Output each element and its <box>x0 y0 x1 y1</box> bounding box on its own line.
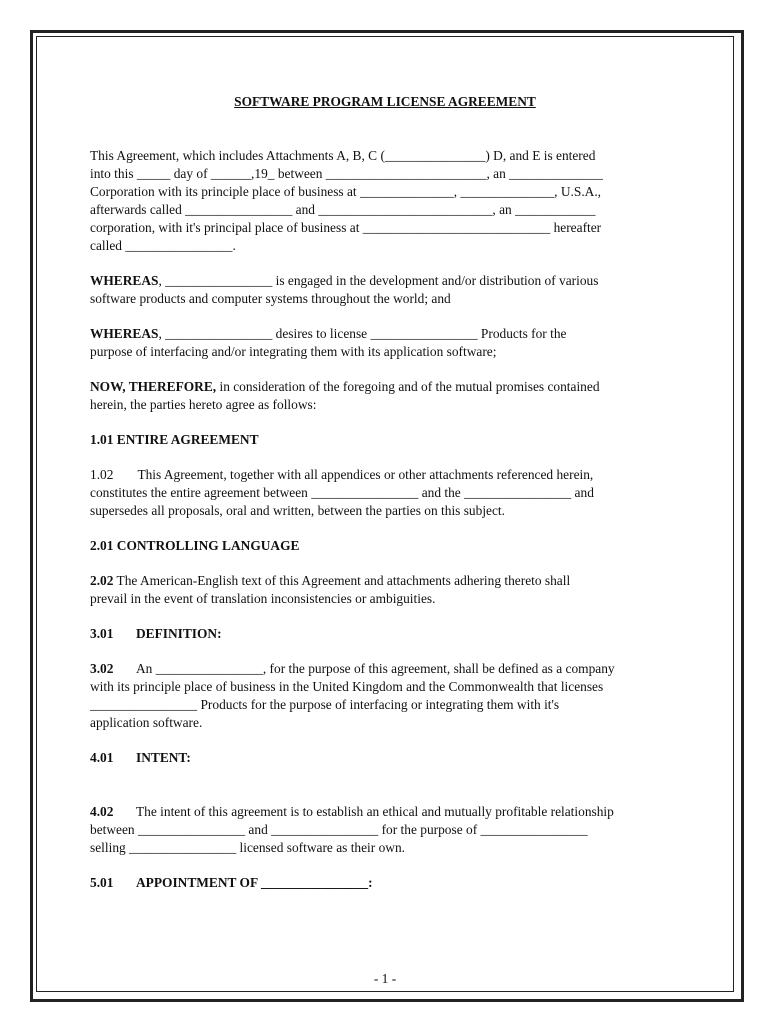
whereas-paragraph-1 <box>90 272 680 308</box>
section-text: constitutes the entire agreement between ________________ and the ________________ and <box>90 485 594 500</box>
whereas-text: software products and computer systems throughout the world; and <box>90 291 451 306</box>
intro-line: corporation, with it's principal place of business at ____________________________ hereafter <box>90 220 602 235</box>
section-number: 4.01 <box>90 750 114 765</box>
section-text: The intent of this agreement is to establish an ethical and mutually profitable relationship <box>136 804 614 819</box>
section-text: between ________________ and ________________ for the purpose of ________________ <box>90 822 588 837</box>
section-label: DEFINITION: <box>136 626 222 641</box>
section-text: This Agreement, together with all appendices or other attachments referenced herein, <box>137 467 594 482</box>
whereas-text: purpose of interfacing and/or integrating them with its application software; <box>90 344 497 359</box>
whereas-lead: WHEREAS <box>90 273 159 288</box>
section-heading-2-01: 2.01 CONTROLLING LANGUAGE <box>90 538 300 553</box>
section-text: An ________________, for the purpose of this agreement, shall be defined as a company <box>136 661 615 676</box>
now-therefore-paragraph <box>90 378 680 414</box>
whereas-text: , ________________ desires to license ________________ Products for the <box>158 326 567 341</box>
section-text: prevail in the event of translation inconsistencies or ambiguities. <box>90 591 436 606</box>
section-1-02 <box>90 466 680 520</box>
section-heading-3-01 <box>90 625 680 643</box>
whereas-text: , ________________ is engaged in the development and/or distribution of various <box>158 273 599 288</box>
section-3-02 <box>90 660 680 732</box>
now-therefore-text: in consideration of the foregoing and of the mutual promises contained <box>216 379 600 394</box>
now-therefore-lead: NOW, THEREFORE, <box>90 379 217 394</box>
intro-line: afterwards called ________________ and __________________________, an ____________ <box>90 202 596 217</box>
section-number: 3.02 <box>90 661 114 676</box>
section-label: APPOINTMENT OF ________________: <box>136 875 373 890</box>
section-text: selling ________________ licensed software as their own. <box>90 840 405 855</box>
section-text: application software. <box>90 715 203 730</box>
intro-paragraph <box>90 147 680 255</box>
section-number: 3.01 <box>90 626 114 641</box>
whereas-paragraph-2 <box>90 325 680 361</box>
intro-line: This Agreement, which includes Attachments A, B, C (_______________) D, and E is entered <box>90 148 596 163</box>
intro-line: Corporation with its principle place of business at ______________, ______________, U.S.A., <box>90 184 602 199</box>
whereas-lead: WHEREAS <box>90 326 159 341</box>
section-number: 2.02 <box>90 573 114 588</box>
section-number: 5.01 <box>90 875 114 890</box>
section-heading-1-01: 1.01 ENTIRE AGREEMENT <box>90 432 259 447</box>
section-number: 4.02 <box>90 804 114 819</box>
section-text: with its principle place of business in the United Kingdom and the Commonwealth that licenses <box>90 679 604 694</box>
document-title: SOFTWARE PROGRAM LICENSE AGREEMENT <box>234 94 536 109</box>
document-page <box>90 93 680 909</box>
now-therefore-text: herein, the parties hereto agree as follows: <box>90 397 317 412</box>
page-number: - 1 - <box>373 971 397 986</box>
section-text: supersedes all proposals, oral and written, between the parties on this subject. <box>90 503 505 518</box>
section-text: The American-English text of this Agreement and attachments adhering thereto shall <box>113 573 571 588</box>
section-number: 1.02 <box>90 467 114 482</box>
section-2-02 <box>90 572 680 608</box>
section-heading-4-01 <box>90 749 680 767</box>
section-4-02 <box>90 803 680 857</box>
intro-line: into this _____ day of ______,19_ between ________________________, an ______________ <box>90 166 603 181</box>
section-text: ________________ Products for the purpose of interfacing or integrating them with it's <box>90 697 560 712</box>
section-heading-5-01 <box>90 874 680 892</box>
section-label: INTENT: <box>136 750 191 765</box>
intro-line: called ________________. <box>90 238 236 253</box>
